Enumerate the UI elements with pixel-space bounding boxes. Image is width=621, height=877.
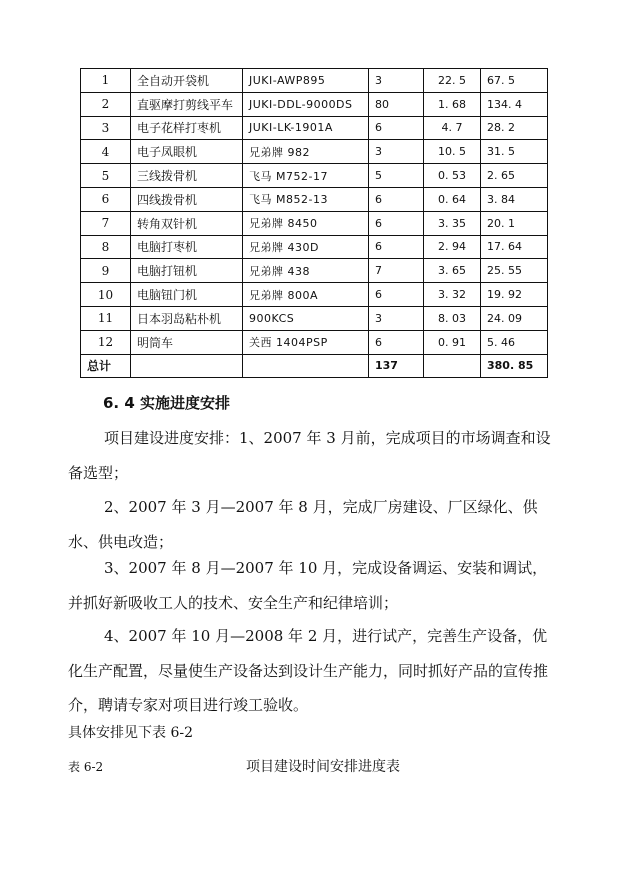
equipment-name: 电子凤眼机 [131, 140, 243, 164]
equipment-table-body [81, 69, 548, 378]
line-total: 19. 92 [481, 283, 548, 307]
equipment-qty: 6 [369, 116, 424, 140]
equipment-name: 电脑打枣机 [131, 235, 243, 259]
empty-cell [243, 354, 369, 378]
row-index: 4 [81, 140, 131, 164]
line-total: 5. 46 [481, 330, 548, 354]
table-row [81, 187, 548, 211]
schedule-paragraph-2 [68, 490, 558, 559]
line-total: 134. 4 [481, 92, 548, 116]
line-total: 25. 55 [481, 259, 548, 283]
equipment-name: 直驱摩打剪线平车 [131, 92, 243, 116]
equipment-table [80, 68, 548, 378]
see-table-note: 具体安排见下表 6-2 [68, 725, 193, 741]
equipment-name: 电脑钮门机 [131, 283, 243, 307]
equipment-name: 三线拨骨机 [131, 164, 243, 188]
row-index: 3 [81, 116, 131, 140]
table-row [81, 306, 548, 330]
equipment-qty: 3 [369, 69, 424, 93]
row-index: 1 [81, 69, 131, 93]
row-index: 10 [81, 283, 131, 307]
total-qty: 137 [369, 354, 424, 378]
section-heading: 6. 4 实施进度安排 [103, 394, 231, 412]
equipment-name: 转角双针机 [131, 211, 243, 235]
line-total: 24. 09 [481, 306, 548, 330]
total-label: 总计 [81, 354, 131, 378]
equipment-model: JUKI-DDL-9000DS [243, 92, 369, 116]
table-row [81, 116, 548, 140]
empty-cell [424, 354, 481, 378]
unit-price: 1. 68 [424, 92, 481, 116]
line-total: 67. 5 [481, 69, 548, 93]
equipment-name: 电子花样打枣机 [131, 116, 243, 140]
unit-price: 3. 32 [424, 283, 481, 307]
unit-price: 0. 53 [424, 164, 481, 188]
row-index: 7 [81, 211, 131, 235]
unit-price: 10. 5 [424, 140, 481, 164]
schedule-paragraph-3-text: 3、2007 年 8 月—2007 年 10 月，完成设备调运、安装和调试，并抓好新吸收工人的技术、安全生产和纪律培训； [68, 559, 548, 612]
row-index: 9 [81, 259, 131, 283]
line-total: 31. 5 [481, 140, 548, 164]
equipment-name: 全自动开袋机 [131, 69, 243, 93]
schedule-paragraph-1-text: 项目建设进度安排：1、2007 年 3 月前，完成项目的市场调查和设备选型； [68, 429, 551, 482]
equipment-qty: 3 [369, 140, 424, 164]
row-index: 8 [81, 235, 131, 259]
row-index: 12 [81, 330, 131, 354]
equipment-name: 日本羽岛粘朴机 [131, 306, 243, 330]
equipment-model: 兄弟牌 800A [243, 283, 369, 307]
table-row [81, 140, 548, 164]
table-row [81, 211, 548, 235]
equipment-qty: 3 [369, 306, 424, 330]
schedule-paragraph-4 [68, 619, 558, 723]
equipment-qty: 5 [369, 164, 424, 188]
equipment-qty: 6 [369, 330, 424, 354]
table-row [81, 235, 548, 259]
unit-price: 3. 65 [424, 259, 481, 283]
line-total: 2. 65 [481, 164, 548, 188]
schedule-paragraph-3 [68, 551, 558, 620]
equipment-name: 明筒车 [131, 330, 243, 354]
unit-price: 0. 91 [424, 330, 481, 354]
unit-price: 4. 7 [424, 116, 481, 140]
row-index: 6 [81, 187, 131, 211]
schedule-paragraph-1 [68, 421, 558, 490]
unit-price: 0. 64 [424, 187, 481, 211]
table-row [81, 330, 548, 354]
equipment-model: 兄弟牌 438 [243, 259, 369, 283]
equipment-qty: 80 [369, 92, 424, 116]
equipment-model: 兄弟牌 430D [243, 235, 369, 259]
line-total: 28. 2 [481, 116, 548, 140]
equipment-model: 兄弟牌 982 [243, 140, 369, 164]
equipment-model: 飞马 M752-17 [243, 164, 369, 188]
equipment-qty: 6 [369, 211, 424, 235]
table-caption-title: 项目建设时间安排进度表 [246, 759, 400, 775]
table-row [81, 164, 548, 188]
row-index: 5 [81, 164, 131, 188]
table-row [81, 283, 548, 307]
unit-price: 2. 94 [424, 235, 481, 259]
equipment-model: 关西 1404PSP [243, 330, 369, 354]
table-row [81, 259, 548, 283]
line-total: 20. 1 [481, 211, 548, 235]
equipment-model: 飞马 M852-13 [243, 187, 369, 211]
equipment-model: JUKI-LK-1901A [243, 116, 369, 140]
table-total-row [81, 354, 548, 378]
row-index: 11 [81, 306, 131, 330]
equipment-qty: 7 [369, 259, 424, 283]
equipment-qty: 6 [369, 235, 424, 259]
unit-price: 3. 35 [424, 211, 481, 235]
schedule-paragraph-2-text: 2、2007 年 3 月—2007 年 8 月，完成厂房建设、厂区绿化、供水、供电改造； [68, 498, 538, 551]
table-row [81, 69, 548, 93]
table-caption-label: 表 6-2 [68, 760, 104, 774]
unit-price: 22. 5 [424, 69, 481, 93]
equipment-qty: 6 [369, 283, 424, 307]
equipment-name: 四线拨骨机 [131, 187, 243, 211]
grand-total: 380. 85 [481, 354, 548, 378]
equipment-qty: 6 [369, 187, 424, 211]
equipment-model: 兄弟牌 8450 [243, 211, 369, 235]
equipment-model: 900KCS [243, 306, 369, 330]
row-index: 2 [81, 92, 131, 116]
unit-price: 8. 03 [424, 306, 481, 330]
schedule-paragraph-4-text: 4、2007 年 10 月—2008 年 2 月，进行试产，完善生产设备，优化生产配置，尽量使生产设备达到设计生产能力，同时抓好产品的宣传推介，聘请专家对项目进行竣工验收。 [68, 627, 549, 714]
line-total: 17. 64 [481, 235, 548, 259]
equipment-model: JUKI-AWP895 [243, 69, 369, 93]
empty-cell [131, 354, 243, 378]
table-row [81, 92, 548, 116]
equipment-name: 电脑打钮机 [131, 259, 243, 283]
line-total: 3. 84 [481, 187, 548, 211]
